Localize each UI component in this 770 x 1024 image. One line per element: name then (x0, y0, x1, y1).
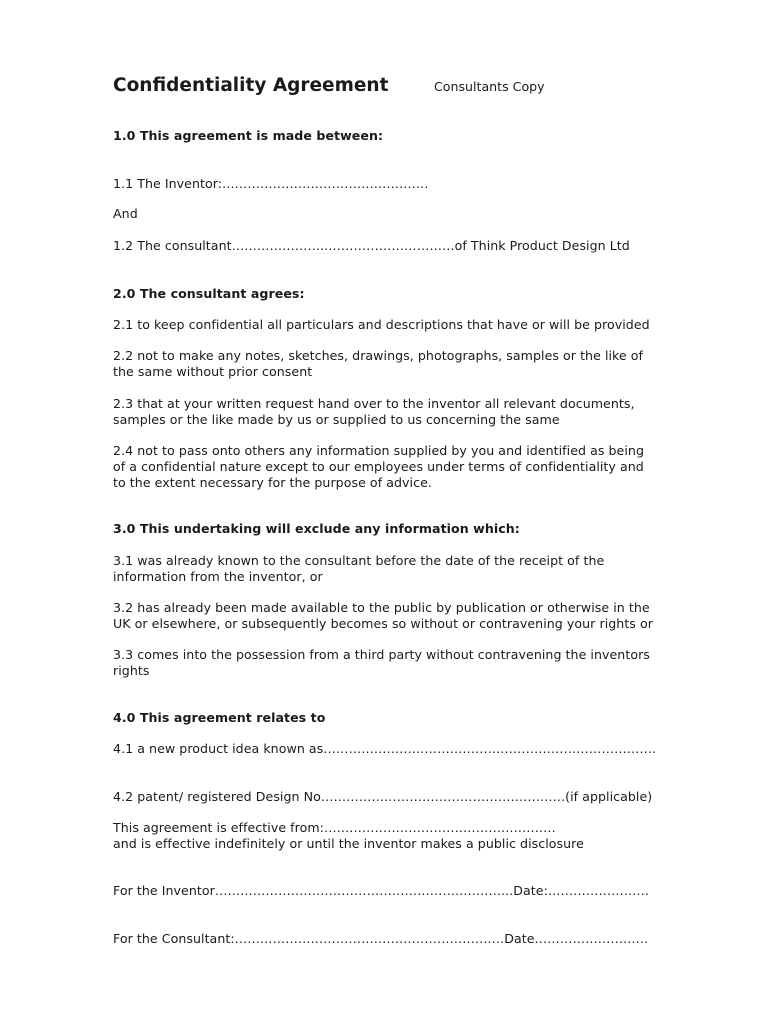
clause-3-3-line-2: rights (113, 663, 150, 678)
effective-duration: and is effective indefinitely or until the inventor makes a public disclosure (113, 836, 584, 851)
section-4-heading: 4.0 This agreement relates to (113, 710, 326, 725)
document-title: Confidentiality Agreement (113, 75, 389, 96)
clause-2-1: 2.1 to keep confidential all particulars and descriptions that have or will be provided (113, 317, 650, 332)
clause-2-2-line-2: the same without prior consent (113, 364, 313, 379)
and-text: And (113, 206, 138, 221)
inventor-field: 1.1 The Inventor:…………………………………………. (113, 176, 429, 191)
clause-2-4-line-3: to the extent necessary for the purpose of advice. (113, 475, 432, 490)
inventor-signature-line: For the Inventor…………………………………………………..………...Date:…………………… (113, 883, 650, 898)
clause-4-2: 4.2 patent/ registered Design No………………………………………………….(if applicable) (113, 789, 653, 804)
clause-4-1: 4.1 a new product idea known as……………………………………………………………………. (113, 741, 657, 756)
clause-2-4-line-2: of a confidential nature except to our employees under terms of confidentiality and (113, 459, 644, 474)
section-3-heading: 3.0 This undertaking will exclude any information which: (113, 521, 520, 536)
clause-2-4-line-1: 2.4 not to pass onto others any information supplied by you and identified as being (113, 443, 644, 458)
copy-label: Consultants Copy (434, 79, 545, 94)
consultant-signature-line: For the Consultant:…………………………………………………….…Date……………………… (113, 931, 649, 946)
clause-3-3-line-1: 3.3 comes into the possession from a third party without contravening the inventors (113, 647, 650, 662)
consultant-field: 1.2 The consultant…………………..…………………………of Think Product Design Ltd (113, 238, 630, 253)
effective-from: This agreement is effective from:………………………………………………. (113, 820, 556, 835)
section-1-heading: 1.0 This agreement is made between: (113, 128, 384, 143)
section-2-heading: 2.0 The consultant agrees: (113, 286, 305, 301)
clause-2-3-line-2: samples or the like made by us or supplied to us concerning the same (113, 412, 560, 427)
clause-3-1-line-2: information from the inventor, or (113, 569, 323, 584)
clause-2-2-line-1: 2.2 not to make any notes, sketches, drawings, photographs, samples or the like of (113, 348, 644, 363)
clause-3-2-line-2: UK or elsewhere, or subsequently becomes so without or contravening your rights or (113, 616, 653, 631)
clause-2-3-line-1: 2.3 that at your written request hand over to the inventor all relevant documents, (113, 396, 635, 411)
clause-3-2-line-1: 3.2 has already been made available to the public by publication or otherwise in the (113, 600, 650, 615)
clause-3-1-line-1: 3.1 was already known to the consultant before the date of the receipt of the (113, 553, 605, 568)
